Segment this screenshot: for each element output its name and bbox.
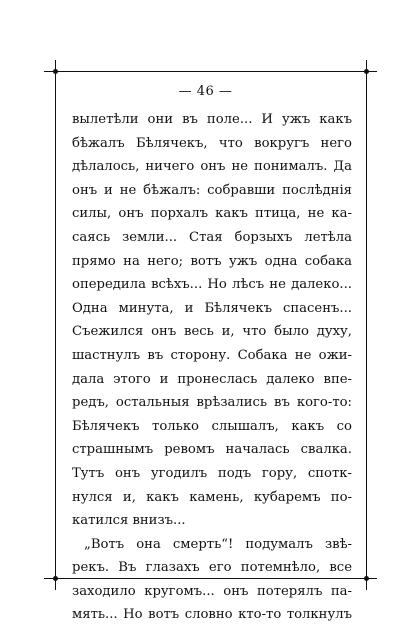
text-line: Одна минута, и Бѣлячекъ спасенъ... xyxy=(72,300,352,316)
body-text xyxy=(72,108,352,627)
text-line: катился внизъ... xyxy=(72,513,186,529)
text-line: редъ, остальныя врѣзались въ кого-то: xyxy=(72,395,352,411)
text-line: „Вотъ она смерть“! подумалъ звѣ- xyxy=(84,536,352,552)
frame-top-rule xyxy=(44,71,377,72)
text-line: шастнулъ въ сторону. Собака не ожи- xyxy=(72,347,352,363)
text-line: онъ и не бѣжалъ: собравши послѣднія xyxy=(72,182,352,198)
text-line: дала этого и пронеслась далеко впе- xyxy=(72,371,352,387)
frame-right-rule xyxy=(366,60,367,590)
text-line: прямо на него; вотъ ужъ одна собака xyxy=(72,253,352,269)
text-line: мять... Но вотъ словно кто-то толкнулъ xyxy=(72,607,352,623)
text-line: нулся и, какъ камень, кубаремъ по- xyxy=(72,489,352,505)
text-line: опередила всѣхъ... Но лѣсъ не далеко... xyxy=(72,277,352,293)
text-line: рекъ. Въ глазахъ его потемнѣло, все xyxy=(72,560,352,576)
text-line: заходило кругомъ... онъ потерялъ па- xyxy=(72,583,352,599)
text-line: дѣлалось, ничего онъ не понималъ. Да xyxy=(72,159,352,175)
text-line: Тутъ онъ угодилъ подъ гору, спотк- xyxy=(72,465,352,481)
text-line: страшнымъ ревомъ началась свалка. xyxy=(72,442,352,458)
text-line: бѣжалъ Бѣлячекъ, что вокругъ него xyxy=(72,135,352,151)
text-line: силы, онъ порхалъ какъ птица, не ка- xyxy=(72,206,352,222)
text-line: Бѣлячекъ только слышалъ, какъ со xyxy=(72,418,352,434)
page-number: — 46 — xyxy=(178,84,233,99)
text-line: Съежился онъ весь и, что было духу, xyxy=(72,324,352,340)
frame-corner-ornament xyxy=(364,576,369,581)
frame-corner-ornament xyxy=(364,69,369,74)
text-line: вылетѣли они въ поле... И ужъ какъ xyxy=(72,112,352,127)
frame-corner-ornament xyxy=(53,576,58,581)
frame-left-rule xyxy=(55,60,56,590)
frame-corner-ornament xyxy=(53,69,58,74)
text-line: саясь земли... Стая борзыхъ летѣла xyxy=(72,229,352,245)
